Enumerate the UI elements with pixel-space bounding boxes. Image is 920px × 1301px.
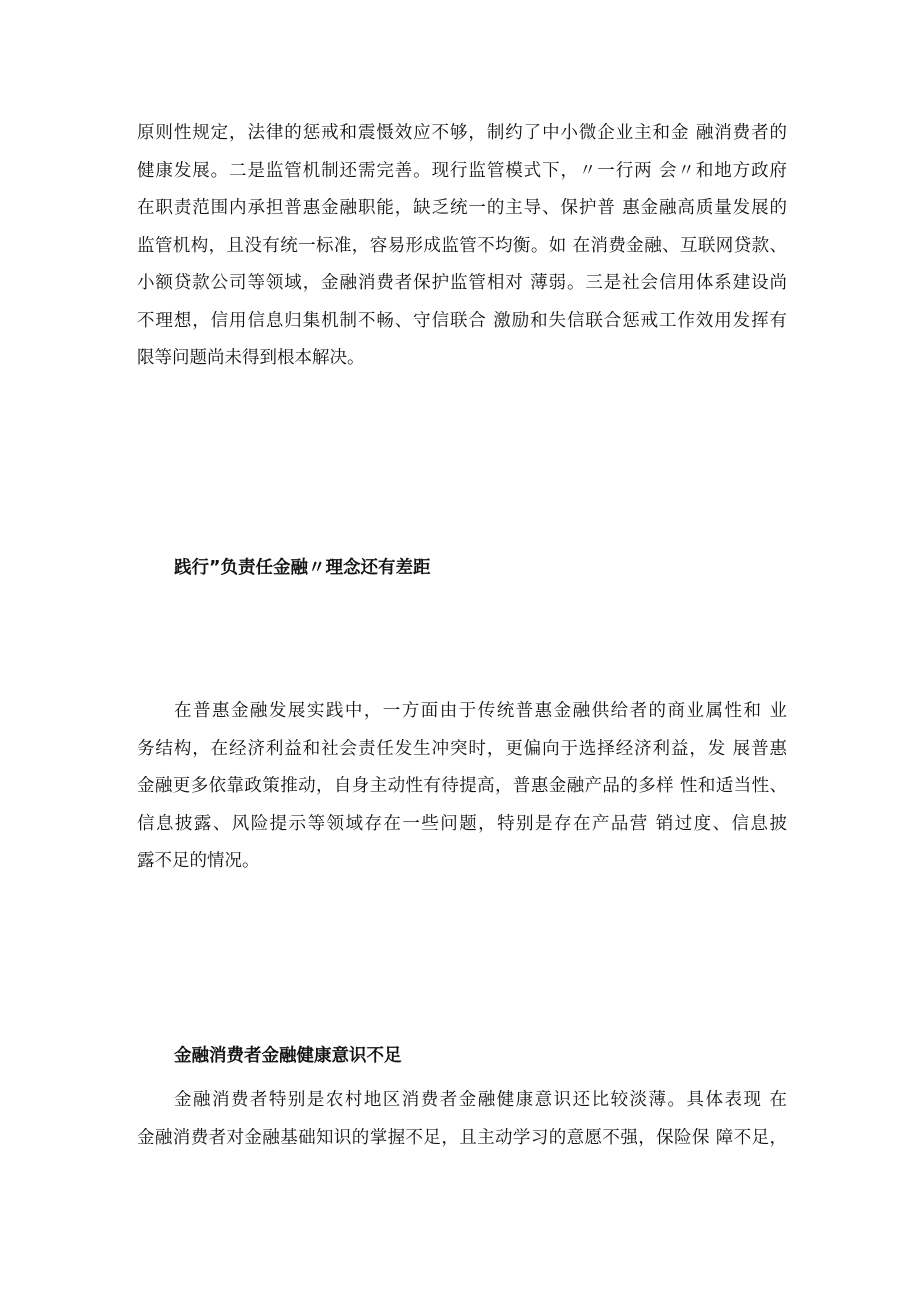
text-line: 在普惠金融发展实践中，一方面由于传统普惠金融供给者的商业属性和 业: [174, 701, 787, 721]
text-line: 不理想，信用信息归集机制不畅、守信联合 激励和失信联合惩戒工作效用发挥有: [137, 310, 787, 331]
text-line: 务结构，在经济利益和社会责任发生冲突时，更偏向于选择经济利益，发 展普惠: [137, 738, 787, 759]
paragraph-consumers: [137, 1082, 787, 1157]
section-heading-responsible-finance: 践行”负责任金融〃理念还有差距: [174, 558, 431, 578]
text-line: 原则性规定，法律的惩戒和震慑效应不够，制约了中小微企业主和金 融消费者的: [137, 123, 787, 143]
text-line: 健康发展。二是监管机制还需完善。现行监管模式下，〃一行两 会〃和地方政府: [137, 160, 787, 181]
section-heading-financial-health: 金融消费者金融健康意识不足: [174, 1046, 402, 1066]
text-line: 露不足的情况。: [137, 851, 260, 871]
text-line: 在职责范围内承担普惠金融职能，缺乏统一的主导、保护普 惠金融高质量发展的: [137, 198, 787, 218]
text-line: 金融消费者特别是农村地区消费者金融健康意识还比较淡薄。具体表现 在: [174, 1090, 787, 1110]
paragraph-regulation: [137, 115, 787, 378]
text-line: 小额贷款公司等领域，金融消费者保护监管相对 薄弱。三是社会信用体系建设尚: [137, 273, 787, 293]
text-line: 限等问题尚未得到根本解决。: [137, 348, 365, 368]
text-line: 金融消费者对金融基础知识的掌握不足，且主动学习的意愿不强，保险保 障不足，: [137, 1127, 787, 1148]
text-line: 金融更多依靠政策推动，自身主动性有待提高，普惠金融产品的多样 性和适当性、: [137, 776, 787, 796]
text-line: 信息披露、风险提示等领域存在一些问题，特别是存在产品营 销过度、信息披: [137, 813, 787, 834]
paragraph-practice: [137, 693, 787, 881]
text-line: 监管机构，且没有统一标准，容易形成监管不均衡。如 在消费金融、互联网贷款、: [137, 235, 787, 256]
